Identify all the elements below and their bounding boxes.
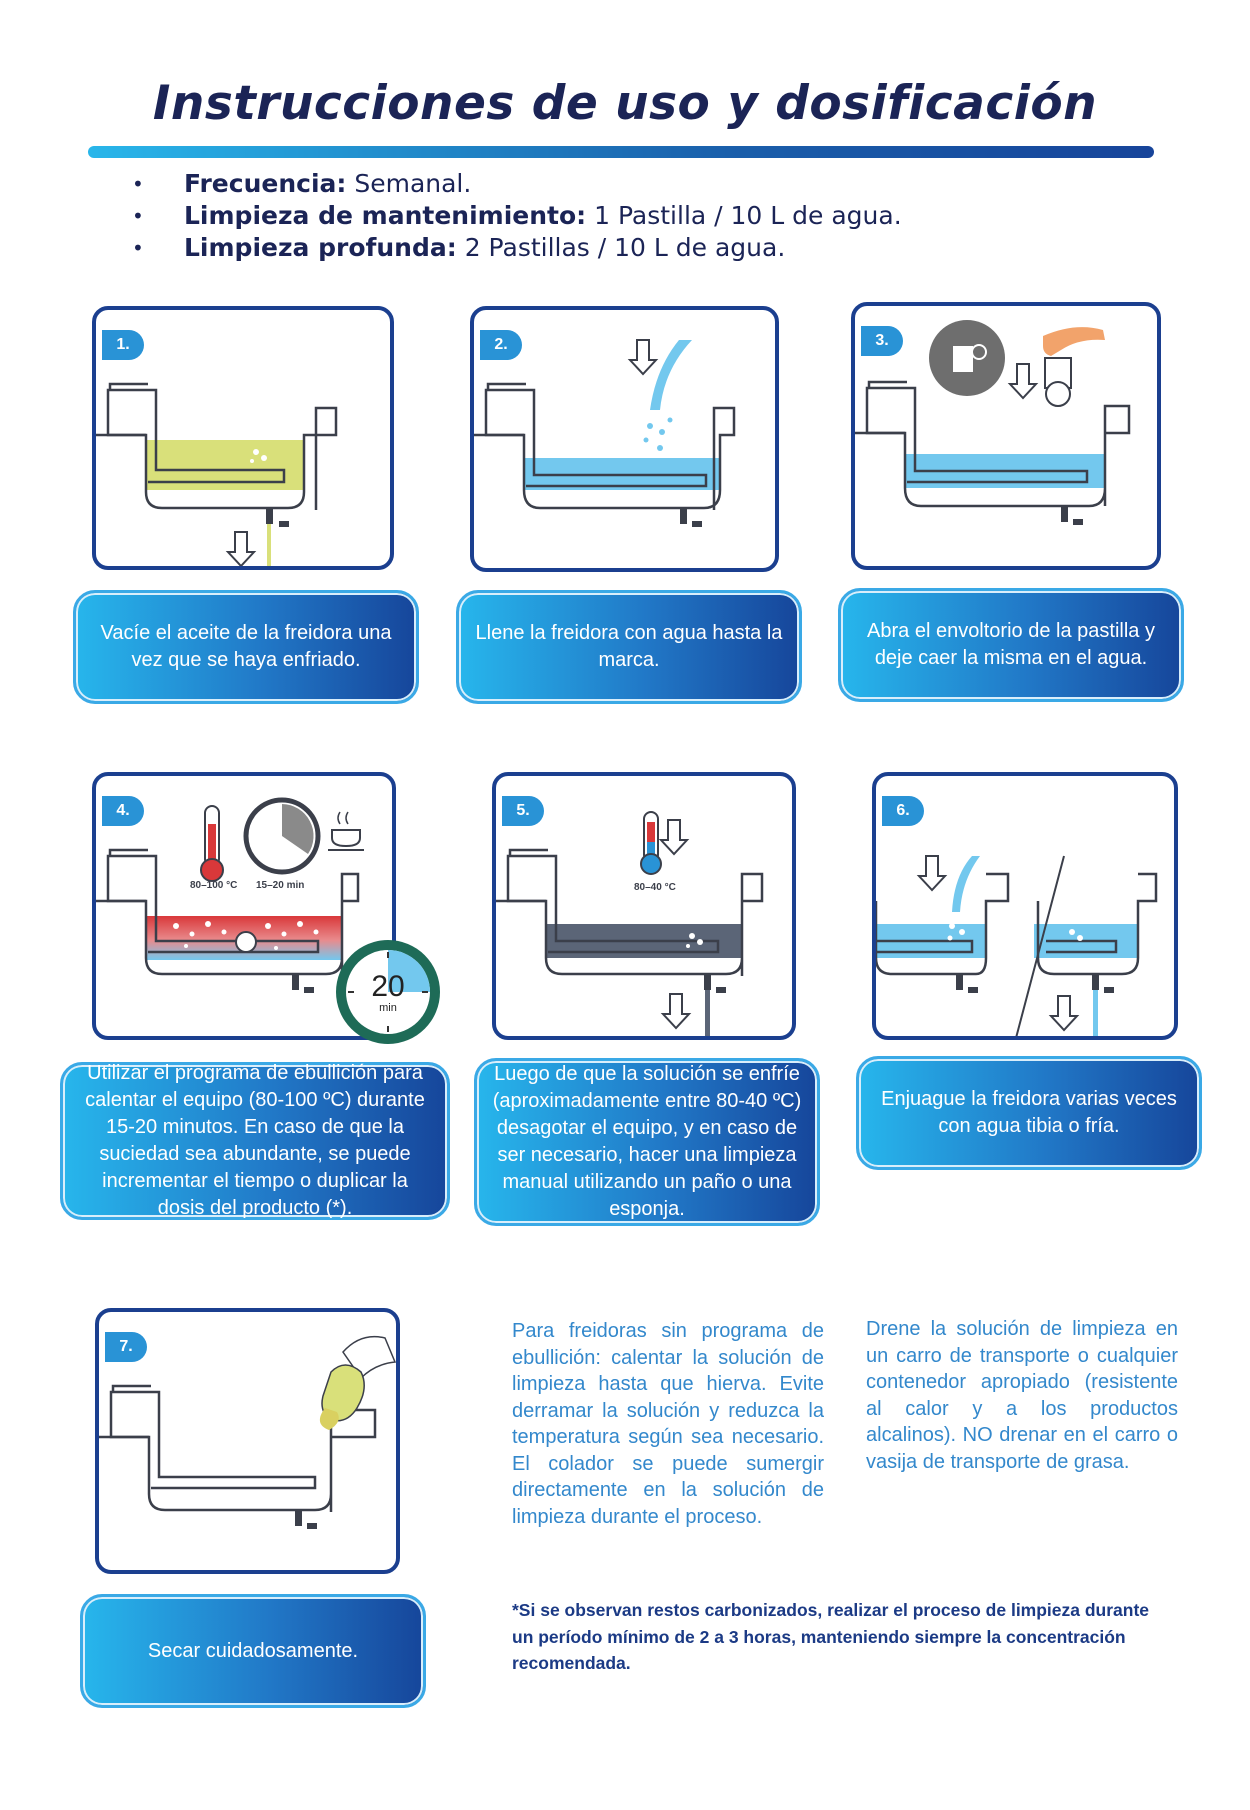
step-5-illustration (492, 772, 796, 1040)
step-7-illustration (95, 1308, 400, 1574)
step-2-illustration (470, 306, 779, 572)
step-4-number: 4. (102, 796, 144, 826)
step-2-number: 2. (480, 330, 522, 360)
step-6-caption: Enjuague la freidora varias veces con agua tibia o fría. (856, 1056, 1202, 1170)
timer-unit: min (379, 1002, 397, 1014)
step-6-number: 6. (882, 796, 924, 826)
step-5-caption: Luego de que la solución se enfríe (aproximadamente entre 80-40 ºC) desagotar el equipo, y en caso de ser necesario, hacer una limpieza manual utilizando un paño o una esponja. (474, 1058, 820, 1226)
title-underline (88, 146, 1154, 158)
step-1-number: 1. (102, 330, 144, 360)
step-7-caption: Secar cuidadosamente. (80, 1594, 426, 1708)
dosing-item-maintenance: • Limpieza de mantenimiento: 1 Pastilla / 10 L de agua. (132, 200, 902, 232)
step-5-number: 5. (502, 796, 544, 826)
step-3-caption: Abra el envoltorio de la pastilla y deje caer la misma en el agua. (838, 588, 1184, 702)
timer-value: 20 (371, 970, 405, 1003)
step-5-temp-label: 80–40 °C (634, 882, 676, 893)
step-3-number: 3. (861, 326, 903, 356)
footnote: *Si se observan restos carbonizados, realizar el proceso de limpieza durante un período mínimo de 2 a 3 horas, manteniendo siempre la concentración recomendada. (512, 1600, 1150, 1673)
step-6-illustration (872, 772, 1178, 1040)
boil-note: Para freidoras sin programa de ebullición: calentar la solución de limpieza hasta que hierva. Evite derramar la solución y reduzca la temperatura según sea necesario. El colador se puede sumergir directamente en la solución de limpieza durante el proceso. (512, 1320, 824, 1528)
step-4-time-label: 15–20 min (256, 880, 305, 891)
drain-note: Drene la solución de limpieza en un carro de transporte o cualquier contenedor apropiado (resistente al calor y a los productos alcalinos). NO drenar en el carro o vasija de transporte de grasa. (866, 1318, 1178, 1473)
step-4-temp-label: 80–100 °C (190, 880, 238, 891)
step-2-caption: Llene la freidora con agua hasta la marca. (456, 590, 802, 704)
page-title: Instrucciones de uso y dosificación (152, 76, 1098, 131)
step-1-illustration (92, 306, 394, 570)
step-4-caption: Utilizar el programa de ebullición para calentar el equipo (80-100 ºC) durante 15-20 minutos. En caso de que la suciedad sea abundante, se puede incrementar el tiempo o duplicar la dosis del producto (*). (60, 1062, 450, 1220)
dosing-item-frequency: • Frecuencia: Semanal. (132, 168, 902, 200)
step-3-illustration (851, 302, 1161, 570)
dosing-list (132, 168, 902, 264)
dosing-item-deep: • Limpieza profunda: 2 Pastillas / 10 L de agua. (132, 232, 902, 264)
step-1-caption: Vacíe el aceite de la freidora una vez que se haya enfriado. (73, 590, 419, 704)
step-7-number: 7. (105, 1332, 147, 1362)
timer-icon (332, 936, 444, 1048)
